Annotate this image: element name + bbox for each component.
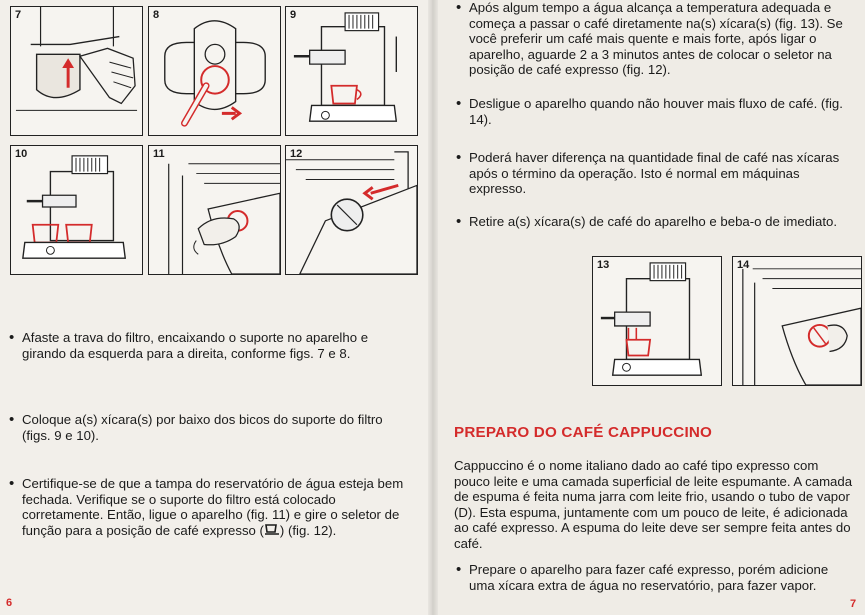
bullet-attach-filter: • Afaste a trava do filtro, encaixando o suporte no aparelho e girando da esquerda para a direita, conforme figs. 7 e 8. xyxy=(22,330,402,361)
bullet-remove-cups: • Retire a(s) xícara(s) de café do aparelho e beba-o de imediato. xyxy=(469,214,854,230)
figure-number: 11 xyxy=(153,148,165,160)
power-switch-icon xyxy=(149,146,280,274)
figure-number: 13 xyxy=(597,259,610,271)
bullet-turn-off: • Desligue o aparelho quando não houver mais fluxo de café. (fig. 14). xyxy=(469,96,854,127)
espresso-machine-brewing-icon xyxy=(593,257,721,385)
bullet-check-tank-text: Certifique-se de que a tampa do reservatório de água esteja bem fechada. Verifique se o suporte do filtro está colocado corretamente. Então, ligue o aparelho (fig. 11) e gire o seletor de função para a posição de café expresso ( xyxy=(22,476,404,538)
espresso-machine-one-cup-icon xyxy=(286,7,417,135)
page-number-right: 7 xyxy=(850,598,857,610)
espresso-machine-two-cups-icon xyxy=(11,146,142,274)
power-switch-off-icon xyxy=(733,257,861,385)
figure-9 xyxy=(285,6,418,136)
bullet-water-temperature: • Após algum tempo a água alcança a temperatura adequada e começa a passar o café diretamente na(s) xícara(s) (fig. 13). Se você preferir um café mais quente e mais forte, após ligar o aparelho, aguarde 2 a 3 minutos antes de colocar o seletor na posição de café expresso (fig. 12). xyxy=(469,0,854,78)
figure-13 xyxy=(592,256,722,386)
bullet-check-tank xyxy=(22,476,414,539)
filter-holder-icon xyxy=(11,7,142,135)
figure-number: 8 xyxy=(153,9,160,21)
figure-12 xyxy=(285,145,418,275)
bullet-quantity-difference: • Poderá haver diferença na quantidade final de café nas xícaras após o término da operação. Isto é normal em máquinas expresso. xyxy=(469,150,854,197)
cappuccino-paragraph: Cappuccino é o nome italiano dado ao café tipo expresso com pouco leite e uma camada superficial de leite espumante. A camada de espuma é feita numa jarra com leite frio, usando o tubo de vapor (D). Esta espuma, juntamente com um pouco de leite, é adicionada ao café expresso. A espuma do leite deve ser sempre feita antes do café. xyxy=(454,458,853,551)
bullet-place-cups: • Coloque a(s) xícara(s) por baixo dos bicos do suporte do filtro (figs. 9 e 10). xyxy=(22,412,402,443)
figure-10 xyxy=(10,145,143,275)
filter-lock-icon xyxy=(149,7,280,135)
figure-number: 12 xyxy=(290,148,303,160)
figure-number: 9 xyxy=(290,9,297,21)
function-selector-icon xyxy=(286,146,417,274)
figure-number: 10 xyxy=(15,148,28,160)
figure-number: 7 xyxy=(15,9,22,21)
figure-number: 14 xyxy=(737,259,750,271)
bullet-check-tank-end: ) (fig. 12). xyxy=(279,522,337,538)
section-heading-cappuccino: PREPARO DO CAFÉ CAPPUCCINO xyxy=(454,424,713,441)
bullet-prepare-machine: • Prepare o aparelho para fazer café expresso, porém adicione uma xícara extra de água no reservatório, para fazer vapor. xyxy=(469,562,854,593)
page-number-left: 6 xyxy=(6,597,13,609)
page-gutter xyxy=(428,0,438,615)
figure-11 xyxy=(148,145,281,275)
figure-8 xyxy=(148,6,281,136)
figure-7 xyxy=(10,6,143,136)
figure-14 xyxy=(732,256,862,386)
espresso-cup-icon xyxy=(264,524,280,540)
